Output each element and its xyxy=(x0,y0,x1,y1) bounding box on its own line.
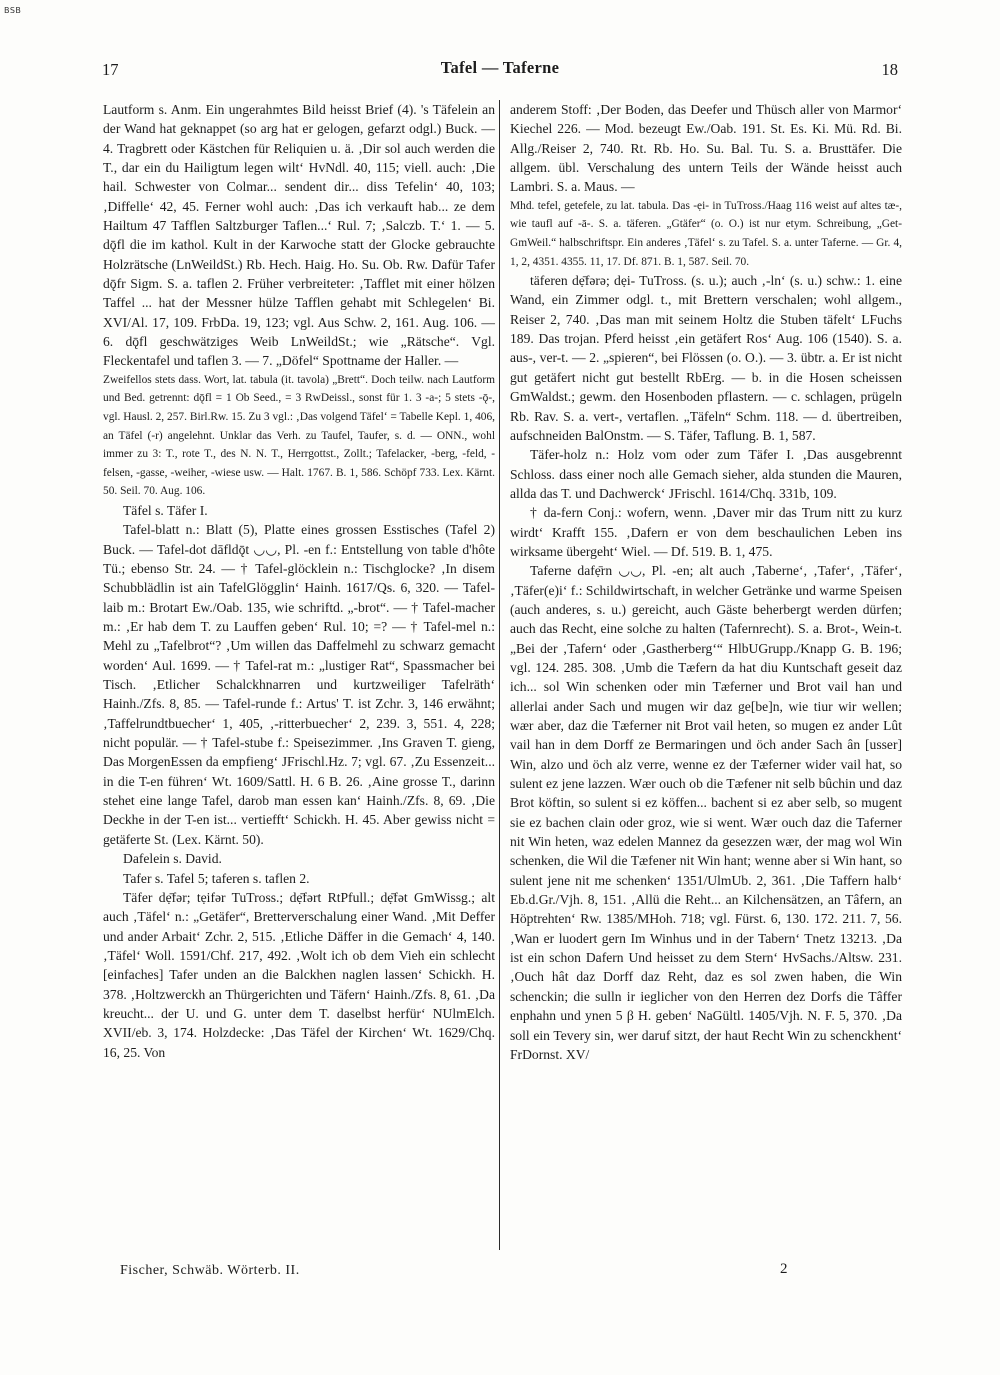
dictionary-entry: Tafel-blatt n.: Blatt (5), Platte eines grossen Esstisches (Tafel 2) Buck. — Tafel-dot dāfldǭt ◡◡, Pl. -en f.: Entstellung von table d'hôte Tü.; ebenso Str. 24. — † Tafel-glöcklein n.: Tischglocke? ‚In disem Schubblädlin ist ain TafelGlögglin‘ Hainh. 1617/Qs. 6, 320. — Tafel-laib m.: Brotart Ew./Oab. 135, wie schriftd. „-brot“. — † Tafel-macher m.: ‚Er hab dem T. zu Lauffen geben‘ Rul. 10; =? — † Tafel-mel n.: Mehl zu „Tafelbrot“? ‚Um willen das Daffelmehl zu schwarz gemacht worden‘ Aul. 1699. — † Tafel-rat m.: „lustiger Rat“, Spassmacher bei Tisch. ‚Etlicher Schalckhnarren und kurtzweiliger Tafelräth‘ Hainh./Zfs. 8, 85. — Tafel-runde f.: Artus' T. ist Zchr. 3, 146 erwähnt; ‚Taffelrundtbuecher‘ 1, 405, ‚-ritterbuecher‘ 2, 239. 3, 551. 4, 228; nicht populär. — † Tafel-stube f.: Speisezimmer. ‚Ins Graven T. gieng, Das MorgenEssen da empfieng‘ JFrischl.Hz. 7; vgl. 67. ‚Zu Essenzeit... in die T-en führen‘ Wt. 1609/Sattl. H. 6 B. 26. ‚Aine grosse T., darinn stehet eine lange Tafel, darob man essen kan‘ Hainh./Zfs. 8, 69. ‚Die Deckhe in der T-en ist... vertiefft‘ Schickh. H. 45. Aber gewiss nicht = getäferte St. (Lex. Kärnt. 50). xyxy=(103,522,495,847)
etymology-note: Mhd. tefel, getefele, zu lat. tabula. Das -ẹi- in TuTross./Haag 116 weist auf altes tæ-, wie taufl auf -ā-. S. a. täferen. „Gtäfer“ (o. O.) ist nur etym. Schreibung, „Get- GmWeil.“ halbschriftspr. Ein anderes ‚Täfel‘ s. zu Tafel. S. a. unter Taferne. — Gr. 4, 1, 2, 4351. 4355. 11, 17. Df. 871. B. 1, 587. Seil. 70. xyxy=(510,199,902,268)
footer-signature: 2 xyxy=(780,1261,788,1277)
page-title: Tafel — Taferne xyxy=(440,58,560,77)
dictionary-entry: † da-fern Conj.: wofern, wenn. ‚Daver mir das Trum nitt zu kurz wirdt‘ Krafft 155. ‚Dafern er von dem beschaulichen Leben ins wirksame übergeht‘ Wiel. — Df. 519. B. 1, 475. xyxy=(510,505,902,559)
dictionary-entry: Dafelein s. David. xyxy=(123,851,222,867)
dictionary-entry: Täfer dẹ̄fər; tẹifər TuTross.; dẹ̄fərt RtPfull.; dẹ̄fət GmWissg.; alt auch ‚Täfel‘ n.: „Getäfer“, Bretterverschalung einer Wand. ‚Mit Deffer und ander Arbait‘ Zchr. 2, 515. ‚Etliche Däffer in die Gemach‘ 4, 140. ‚Täfel‘ Woll. 1591/Chf. 217, 492. ‚Wolt ich ob dem Vieh ein schlecht [einfaches] Tafer unden an die Balckhen naglen lassen‘ Schickh. H. 378. ‚Holtzwerckh an Thürgerichten und Täfern‘ Hainh./Zfs. 8, 61. ‚Da kreucht... der U. und G. unter dem T. daselbst herfür‘ NUlmElch. XVII/eb. 3, 174. Holzdecke: ‚Das Täfel der Kirchen‘ Wt. 1629/Chq. 16, 25. Von xyxy=(103,889,495,1060)
dictionary-entry: Täfel s. Täfer I. xyxy=(123,502,208,518)
dictionary-entry: Tafer s. Tafel 5; taferen s. taflen 2. xyxy=(123,870,310,886)
etymology-note: Zweifellos stets dass. Wort, lat. tabula (it. tavola) „Brett“. Doch teilw. nach Lautform und Bed. getrennt: dǭfl = 1 Ob Seed., = 3 RwDeissl., sonst für 1. 3 -a-; 5 stets -ǭ-, vgl. Hausl. 2, 257. Birl.Rw. 15. Zu 3 vgl.: ‚Das volgend Täfel‘ = Tabelle Kepl. 1, 406, an Täfel (-r) angelehnt. Unklar das Verh. zu Taufel, Taufer, s. d. — ONN., wohl immer zu 3: T., rote T., des N. N. T., Herrgottst., Zollt.; Tafelacker, -berg, -feld, -felsen, -gasse, -weiher, -wiese usw. — Halt. 1767. B. 1, 586. Schöpf 733. Lex. Kärnt. 50. Seil. 70. Aug. 106. xyxy=(103,373,495,498)
dictionary-entry: Täfer-holz n.: Holz vom oder zum Täfer I. ‚Das ausgebrennt Schloss. dass einer noch alle Gemach sieher, alda stunden die Mauren, allda das T. und Dachwerck‘ JFrischl. 1614/Chq. 331b, 109. xyxy=(510,447,902,501)
left-column xyxy=(103,100,495,1062)
dictionary-entry: Taferne dafẹ̄rn ◡◡, Pl. -en; alt auch ‚Taberne‘, ‚Tafer‘, ‚Täfer‘, ‚Täfer(e)i‘ f.: Schildwirtschaft, in welcher Getränke und warme Speisen (auch anderes, s. u.) gereicht, auch Gäste beherbergt werden dürfen; auch das Recht, eine solche zu halten (Tafernrecht). S. a. Brot-, Wein-t. „Bei der ‚Tafern‘ oder ‚Gastherberg‘“ HlbUGrupp./Knapp G. B. 196; vgl. 124. 285. 308. ‚Umb die Tæfern da hat diu Kuntschaft geseit daz ich... sol Win schenken oder min Tæferner und Brot vail han und allerlai ander Sach und mugen wir daz ge[be]n, wie tiur wir wellen; wær aber, daz die Tæferner nit Brot vail heten, so mugen ez ander Lût vail han in dem Dorff ze Bermaringen und öch ander Sach ân [usser] Win, alzo und öch alz verre, wenne ez der Tæferner wider vail hat, so sulent ez jene lazzen. Wær ouch ob die Tæfener nit selb bûchin und daz Brot köftin, so sulent si ez köffen... bachent si ez aber selb, so mugent sie ez bachen clain oder groz, wie si went. Wær ouch daz die Taferner nit Win heten, waz edelen Mannez da gesezzen wær, der mag wol Win schenken, die Wil die Tæfener nit Win hant; wenne aber si Win hant, so sulent jene nit me schenken‘ 1351/UlmUb. 2, 361. ‚Die Taffern halb‘ Eb.d.Gr./Vjh. 8, 151. ‚Allü die Reht... an Kilchensätzen, an Tâfern, an Höptrehten‘ Rw. 1385/MHoh. 718; vgl. Fürst. 6, 130. 172. 211. 7, 56. ‚Wan er luodert gern Im Winhus und in der Tabern‘ Tnetz 13213. ‚Da ist ein schon Dafern Und heisset zu dem Stern‘ HvSachs./Altsw. 231. ‚Ouch hât daz Dorff daz Reht, daz es sol zwen haben, die Win schenckin; die sulln ir ieglicher von den Herren dez Dorfs die Tâffer enphahn und ynen 5 β H. geben‘ NaGültl. 1405/Vjh. N. F. 5, 370. ‚Da soll ein Tevery sin, wer daruf sitzt, der haut Recht Win zu schenckhent‘ FrDornst. XV/ xyxy=(510,563,902,1062)
library-stamp: BSB xyxy=(4,6,22,15)
footer-source: Fischer, Schwäb. Wörterb. II. xyxy=(120,1263,300,1278)
dictionary-entry: Lautform s. Anm. Ein ungerahmtes Bild heisst Brief (4). 's Täfelein an der Wand hat geknappet (so arg hat er gelogen, gefarzt odgl.) Buck. — 4. Tragbrett oder Kästchen für Reliquien u. ä. ‚Dir sol auch werden die T., dar ein du Hailigtum legen wilt‘ HvNdl. 40, 115; viell. auch: ‚Die hail. Schwester von Colmar... sendent dir... diss Tefelin‘ 40, 103; ‚Diffelle‘ 42, 45. Ferner wohl auch: ‚Das ich verkauft hab... ze dem Hailtum 47 Tafflen Saltzburger Taflen...‘ Rul. 7; ‚Salczb. T.‘ 1. — 5. dǭfl die im kathol. Kult in der Karwoche statt der Glocke gebrauchte Holzrätsche (LnWeildSt.) Rb. Hech. Haig. Ho. Su. Ob. Rw. Dafür Tafer dǭfr Sigm. S. a. taflen 2. Früher verbreiteter: ‚Tafflet mit einer hölzen Taffel ... hat der Messner hülze Tafflen gehabt mit Schlegelen‘ Bi. XVI/Al. 17, 109. FrbDa. 19, 123; vgl. Aus Schw. 2, 161. Aug. 106. — 6. dǭfl geschwätziges Weib LnWeildSt.; wie „Rätsche“. Vgl. Fleckentafel und taflen 3. — 7. „Döfel“ Spottname der Haller. — xyxy=(103,102,495,369)
page-header xyxy=(100,58,900,82)
dictionary-entry: täferen dẹ̄fərə; dẹi- TuTross. (s. u.); auch ‚-ln‘ (s. u.) schw.: 1. eine Wand, ein Zimmer odgl. t., mit Brettern verschalen; wohl allgem., Reiser 2, 740. ‚Das man mit seinem Holtz die Stuben täfelt‘ LFuchs 189. Das trojan. Pferd heisst ‚ein getäfert Ros‘ Aug. 106 (1540). S. a. aus-, ver-t. — 2. „spieren“, bei Flössen (o. O.). — 3. übtr. a. Er ist nicht gut getäfert nicht gut bestellt RbErg. — b. in die Hosen scheissen GmWaldst.; gewm. den Hosenboden pflastern. — c. schlagen, prügeln Rb. Rav. S. a. vert-, vertaflen. „Täfeln“ Schm. 118. — d. übertreiben, aufschneiden BalOnstm. — S. Täfer, Taflung. B. 1, 587. xyxy=(510,273,902,443)
dictionary-entry: anderem Stoff: ‚Der Boden, das Deefer und Thüsch aller von Marmor‘ Kiechel 226. — Mod. bezeugt Ew./Oab. 191. St. Es. Ki. Mü. Rd. Bi. Allg./Reiser 2, 740. Rt. Rb. Ho. Su. Bal. Tu. S. a. Brusttäfer. Die allgem. übl. Verschalung des untern Teils der Wände heisst auch Lambri. S. a. Maus. — xyxy=(510,102,902,195)
page-number-right: 18 xyxy=(881,60,898,79)
right-column xyxy=(510,100,902,1064)
page-number-left: 17 xyxy=(102,60,119,79)
column-divider xyxy=(499,100,500,1250)
